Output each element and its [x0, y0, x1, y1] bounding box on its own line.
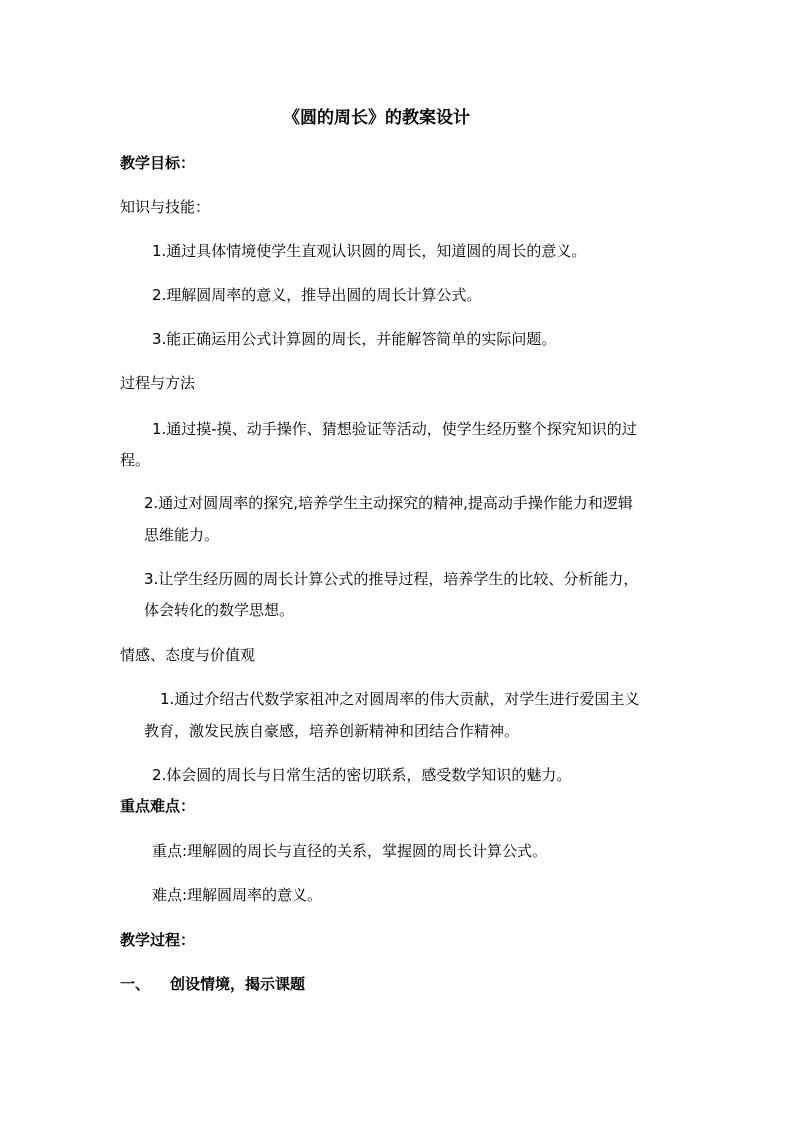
emotion-item-line: 教育，激发民族自豪感，培养创新精神和团结合作精神。 [144, 722, 520, 740]
process-item-line: 体会转化的数学思想。 [144, 601, 295, 619]
objectives-heading: 教学目标： [120, 154, 196, 172]
process-item-line: 2.通过对圆周率的探究,培养学生主动探究的精神,提高动手操作能力和逻辑 [144, 494, 633, 512]
document-title: 《圆的周长》的教案设计 [283, 108, 470, 128]
process-item-line: 程。 [120, 451, 151, 469]
key-points-heading: 重点难点： [120, 797, 196, 815]
emotion-item-line: 2.体会圆的周长与日常生活的密切联系，感受数学知识的魅力。 [152, 766, 572, 784]
process-item-line: 思维能力。 [144, 526, 220, 544]
knowledge-heading: 知识与技能： [120, 198, 211, 216]
emotion-heading: 情感、态度与价值观 [120, 646, 256, 664]
process-item-line: 1.通过摸-摸、动手操作、猜想验证等活动，使学生经历整个探究知识的过 [152, 420, 637, 438]
focus-point: 重点:理解圆的周长与直径的关系，掌握圆的周长计算公式。 [152, 842, 548, 860]
process-item-line: 3.让学生经历圆的周长计算公式的推导过程，培养学生的比较、分析能力， [144, 570, 639, 588]
knowledge-item: 3.能正确运用公式计算圆的周长，并能解答简单的实际问题。 [152, 330, 557, 348]
knowledge-item: 2.理解圆周率的意义，推导出圆的周长计算公式。 [152, 286, 482, 304]
emotion-item-line: 1.通过介绍古代数学家祖冲之对圆周率的伟大贡献，对学生进行爱国主义 [160, 690, 640, 708]
section-title: 创设情境，揭示课题 [170, 975, 306, 993]
process-heading: 过程与方法 [120, 374, 196, 392]
section-number: 一、 [120, 975, 151, 993]
difficulty-point: 难点:理解圆周率的意义。 [152, 886, 323, 904]
teaching-process-heading: 教学过程： [120, 931, 196, 949]
knowledge-item: 1.通过具体情境使学生直观认识圆的周长，知道圆的周长的意义。 [152, 242, 587, 260]
